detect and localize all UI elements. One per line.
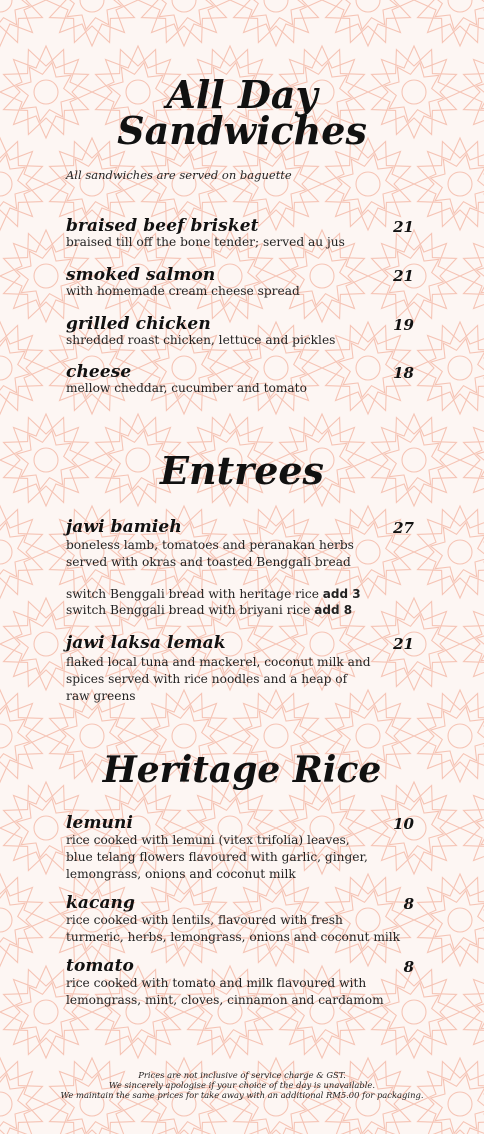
item-price: 21 <box>393 635 414 653</box>
item-price: 21 <box>393 267 414 285</box>
item-price: 10 <box>393 815 414 833</box>
item-price: 8 <box>403 895 414 913</box>
entrees-title: Entrees <box>160 448 324 493</box>
item-name: braised beef brisket <box>66 216 259 236</box>
sandwiches-note: All sandwiches are served on baguette <box>66 168 292 182</box>
item-description: flaked local tuna and mackerel, coconut milk and <box>66 655 371 669</box>
item-description: spices served with rice noodles and a heap of <box>66 672 348 686</box>
item-description: lemongrass, mint, cloves, cinnamon and cardamom <box>66 993 384 1007</box>
item-price: 21 <box>393 218 414 236</box>
item-description: blue telang flowers flavoured with garlic, ginger, <box>66 850 368 864</box>
sandwiches-title-line1: All Day <box>166 72 318 117</box>
item-description: rice cooked with lemuni (vitex trifolia) leaves, <box>66 833 350 847</box>
footer-note: Prices are not inclusive of service charge & GST. <box>138 1070 346 1080</box>
item-name: grilled chicken <box>66 314 211 334</box>
item-description: turmeric, herbs, lemongrass, onions and coconut milk <box>66 930 401 944</box>
item-description: rice cooked with lentils, flavoured with fresh <box>66 913 343 927</box>
sandwiches-title-line2: Sandwiches <box>117 108 367 153</box>
item-description: rice cooked with tomato and milk flavoured with <box>66 976 367 990</box>
option-add-price: add 8 <box>314 603 353 617</box>
item-description: braised till off the bone tender; served au jus <box>66 235 345 249</box>
item-name: jawi bamieh <box>66 517 182 537</box>
heritage-rice-title: Heritage Rice <box>102 749 382 791</box>
option-add-price: add 3 <box>322 587 361 601</box>
item-name: cheese <box>66 362 132 382</box>
item-price: 27 <box>393 519 414 537</box>
option-text: switch Benggali bread with heritage rice <box>66 587 319 601</box>
item-option <box>66 586 361 603</box>
footer-note: We maintain the same prices for take away with an additional RM5.00 for packaging. <box>60 1090 424 1100</box>
item-name: lemuni <box>66 813 134 833</box>
item-name: kacang <box>66 893 136 913</box>
item-name: tomato <box>66 956 134 976</box>
item-price: 18 <box>393 364 414 382</box>
item-description: mellow cheddar, cucumber and tomato <box>66 381 307 395</box>
item-description: with homemade cream cheese spread <box>66 284 300 298</box>
option-text: switch Benggali bread with briyani rice <box>66 603 311 617</box>
item-name: jawi laksa lemak <box>66 633 226 653</box>
item-price: 8 <box>403 958 414 976</box>
item-name: smoked salmon <box>66 265 216 285</box>
item-description: boneless lamb, tomatoes and peranakan herbs <box>66 538 354 552</box>
footer-note: We sincerely apologise if your choice of the day is unavailable. <box>108 1080 376 1090</box>
item-description: served with okras and toasted Benggali bread <box>66 555 351 569</box>
item-option <box>66 602 352 619</box>
item-description: raw greens <box>66 689 136 703</box>
item-description: shredded roast chicken, lettuce and pickles <box>66 333 336 347</box>
item-price: 19 <box>393 316 414 334</box>
item-description: lemongrass, onions and coconut milk <box>66 867 296 881</box>
